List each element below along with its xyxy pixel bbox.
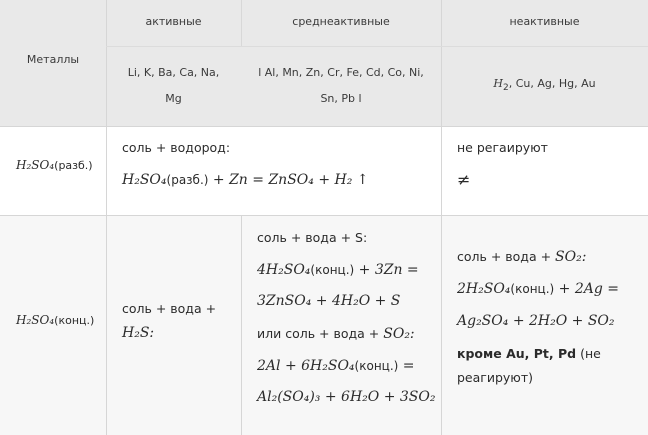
header-metals: Металлы: [26, 53, 80, 66]
conc-inactive-eq-2: Ag₂SO₄ + 2H₂O + SO₂: [457, 313, 615, 329]
grid-line: [0, 126, 648, 127]
conc-medium-text-1: соль + вода + S:: [257, 230, 368, 245]
dilute-inactive-text: не регаируют: [457, 140, 548, 155]
conc-medium-eq-1: 4H₂SO₄(конц.) + 3Zn =: [257, 262, 419, 278]
conc-medium-eq-3: 2Al + 6H₂SO₄(конц.) =: [257, 358, 415, 374]
conc-active-text-1: соль + вода +: [122, 301, 217, 316]
conc-active-text-2: H₂S:: [122, 325, 155, 341]
conc-inactive-note-2: реагируют): [457, 370, 533, 385]
conc-inactive-eq-1: 2H₂SO₄(конц.) + 2Ag =: [457, 281, 619, 297]
not-equal-symbol: ≠: [457, 170, 471, 189]
grid-line: [0, 215, 648, 216]
active-metals-line1: Li, K, Ba, Ca, Na,: [127, 66, 220, 79]
dilute-products-text: соль + водород:: [122, 140, 231, 155]
conc-medium-text-2: или соль + вода + SO₂:: [257, 326, 415, 342]
header-active: активные: [145, 15, 202, 28]
header-inactive: неактивные: [509, 15, 580, 28]
conc-inactive-note: кроме Au, Pt, Pd (не: [457, 346, 601, 361]
medium-metals-line2: Sn, Pb l: [320, 92, 362, 105]
dilute-equation: H₂SO₄(разб.) + Zn = ZnSO₄ + H₂ ↑: [122, 172, 369, 188]
conc-medium-eq-2: 3ZnSO₄ + 4H₂O + S: [257, 293, 401, 309]
grid-line: [106, 46, 648, 47]
grid-line: [241, 215, 242, 435]
conc-medium-eq-4: Al₂(SO₄)₃ + 6H₂O + 3SO₂: [257, 389, 436, 405]
header-medium: среднеактивные: [292, 15, 390, 28]
acid-concentrated: H₂SO₄(конц.): [16, 313, 95, 327]
active-metals-line2: Mg: [165, 92, 182, 105]
inactive-metals: $H_2$, Cu, Ag, Hg, Au: [493, 77, 596, 93]
conc-inactive-text-1: соль + вода + SO₂:: [457, 249, 587, 265]
grid-line: [441, 0, 442, 435]
acid-dilute: H₂SO₄(разб.): [16, 158, 93, 172]
medium-metals-line1: l Al, Mn, Zn, Cr, Fe, Cd, Co, Ni,: [258, 66, 424, 79]
